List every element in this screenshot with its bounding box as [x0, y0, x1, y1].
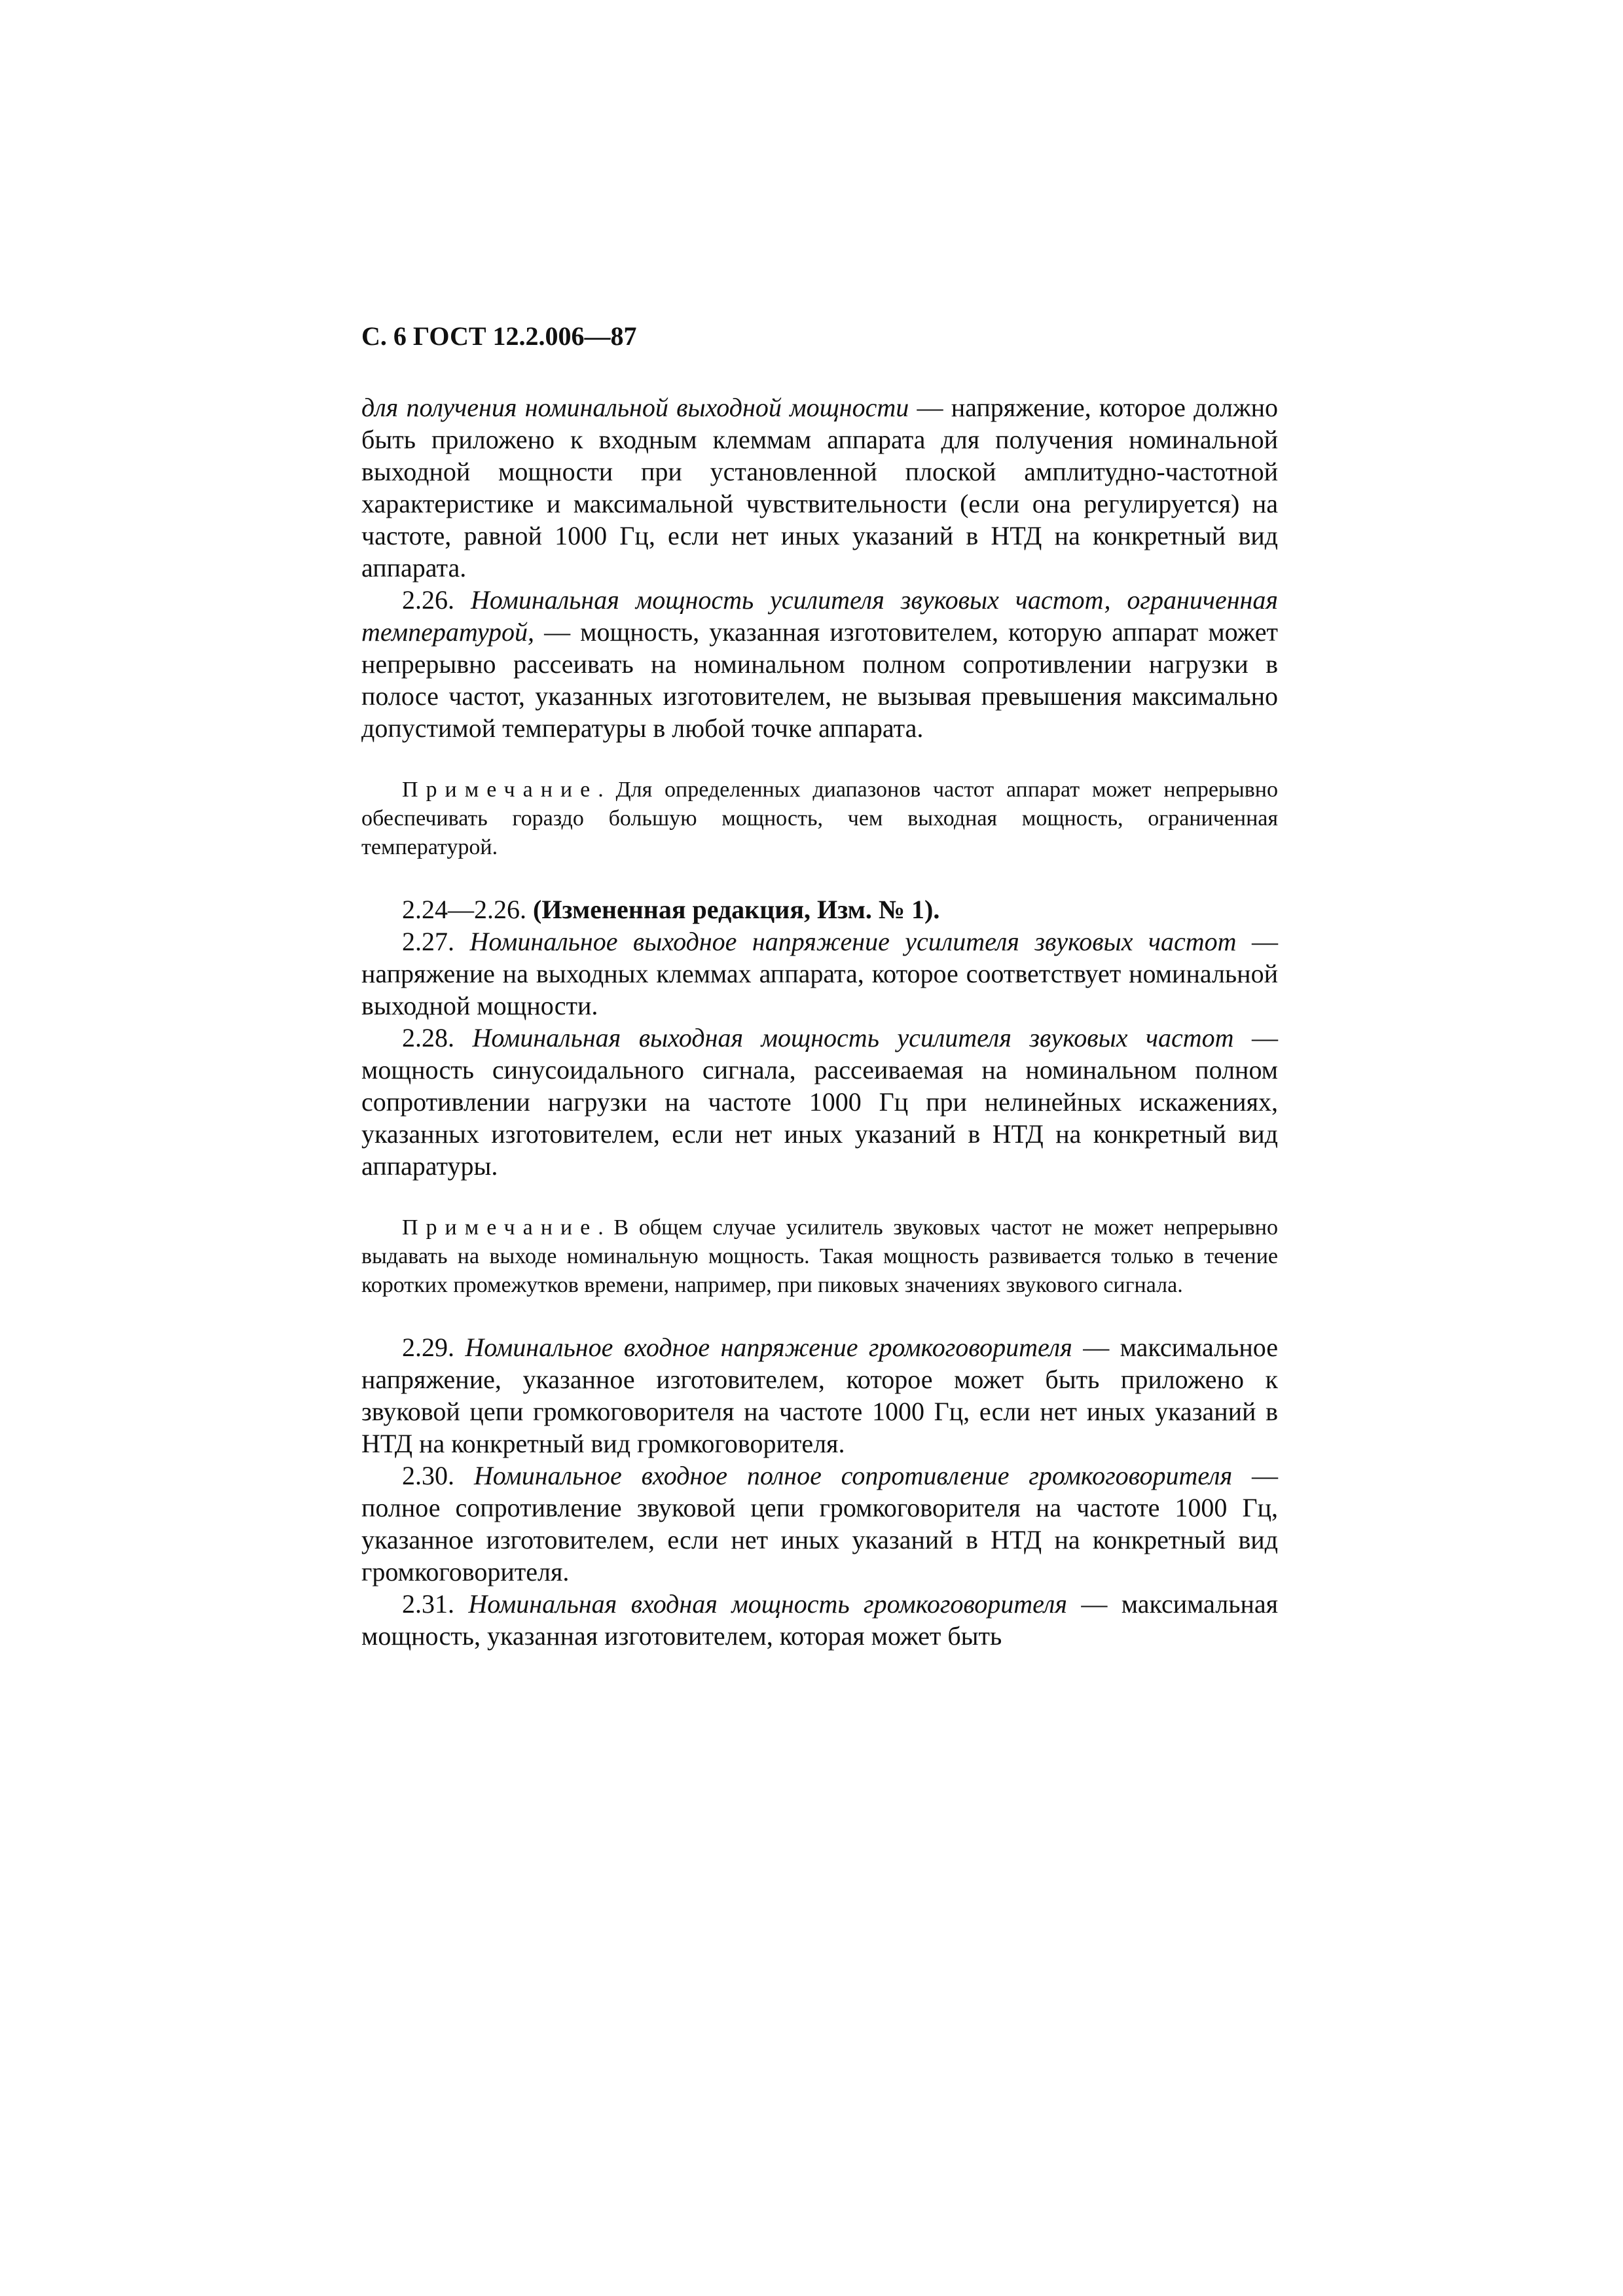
term: Номинальное входное полное сопротивление громкоговорителя: [473, 1461, 1233, 1490]
term: Номинальная мощность усилителя звуковых частот, ограниченная температурой,: [361, 585, 1278, 647]
term: для получения номинальной выходной мощности: [361, 393, 909, 422]
paragraph-2-31: [361, 1588, 1278, 1652]
amendment-text: (Измененная редакция, Изм. № 1).: [533, 895, 940, 924]
paragraph-2-28: [361, 1022, 1278, 1182]
clause-number: 2.27.: [402, 927, 470, 956]
clause-number: 2.30.: [402, 1461, 474, 1490]
clause-number: 2.31.: [402, 1589, 469, 1619]
amendment-line: [361, 893, 1278, 925]
note-text: . В общем случае усилитель звуковых частот не может непрерывно выдавать на выходе номинальную мощность. Такая мощность развивается только в течение коротких промежутков времени, например, при пиковых значениях звукового сигнала.: [361, 1215, 1278, 1297]
definition: — максимальная мощность, указанная изготовителем, которая может быть: [361, 1589, 1279, 1651]
note-text: . Для определенных диапазонов частот аппарат может непрерывно обеспечивать гораздо большую мощность, чем выходная мощность, ограниченная температурой.: [361, 778, 1278, 859]
paragraph-2-26: [361, 584, 1278, 744]
term: Номинальная входная мощность громкоговорителя: [468, 1589, 1067, 1619]
definition: — полное сопротивление звуковой цепи громкоговорителя на частоте 1000 Гц, указанное изготовителем, если нет иных указаний в НТД на конкретный вид громкоговорителя.: [361, 1461, 1279, 1587]
term: Номинальное выходное напряжение усилителя звуковых частот: [469, 927, 1237, 956]
note-2: [361, 1213, 1278, 1300]
clause-number: 2.28.: [402, 1023, 473, 1052]
clause-number: 2.29.: [402, 1333, 465, 1362]
note-label: Примечание: [402, 778, 598, 802]
clause-number: 2.26.: [402, 585, 471, 615]
body-text: [361, 391, 1278, 744]
definition: — максимальное напряжение, указанное изготовителем, которое может быть приложено к звуковой цепи громкоговорителя на частоте 1000 Гц, если нет иных указаний в НТД на конкретный вид громкоговорителя.: [361, 1333, 1278, 1458]
definition: — напряжение, которое должно быть приложено к входным клеммам аппарата для получения номинальной выходной мощности при установленной плоской амплитудно-частотной характеристике и максимальной чувствительности (если она регулируется) на частоте, равной 1000 Гц, если нет иных указаний в НТД на конкретный вид аппарата.: [361, 393, 1278, 583]
term: Номинальная выходная мощность усилителя звуковых частот: [472, 1023, 1234, 1052]
body-text-2: [361, 893, 1278, 1182]
note-label: Примечание: [402, 1215, 598, 1240]
paragraph-2-30: [361, 1460, 1278, 1588]
term: Номинальное входное напряжение громкоговорителя: [465, 1333, 1072, 1362]
paragraph-2-27: [361, 925, 1278, 1022]
definition: — напряжение на выходных клеммах аппарата, которое соответствует номинальной выходной мощности.: [361, 927, 1279, 1020]
note-1: [361, 776, 1278, 862]
paragraph-2-29: [361, 1331, 1278, 1460]
definition: — мощность, указанная изготовителем, которую аппарат может непрерывно рассеивать на номинальном полном сопротивлении нагрузки в полосе частот, указанных изготовителем, не вызывая превышения максимально допустимой температуры в любой точке аппарата.: [361, 617, 1278, 743]
page-header: С. 6 ГОСТ 12.2.006—87: [361, 321, 637, 351]
body-text-3: [361, 1331, 1278, 1652]
clause-range: 2.24—2.26.: [402, 895, 533, 924]
paragraph-2-25-continued: [361, 391, 1278, 584]
definition: — мощность синусоидального сигнала, рассеиваемая на номинальном полном сопротивлении нагрузки на частоте 1000 Гц при нелинейных искажениях, указанных изготовителем, если нет иных указаний в НТД на конкретный вид аппаратуры.: [361, 1023, 1278, 1181]
document-page: [361, 321, 1278, 1652]
